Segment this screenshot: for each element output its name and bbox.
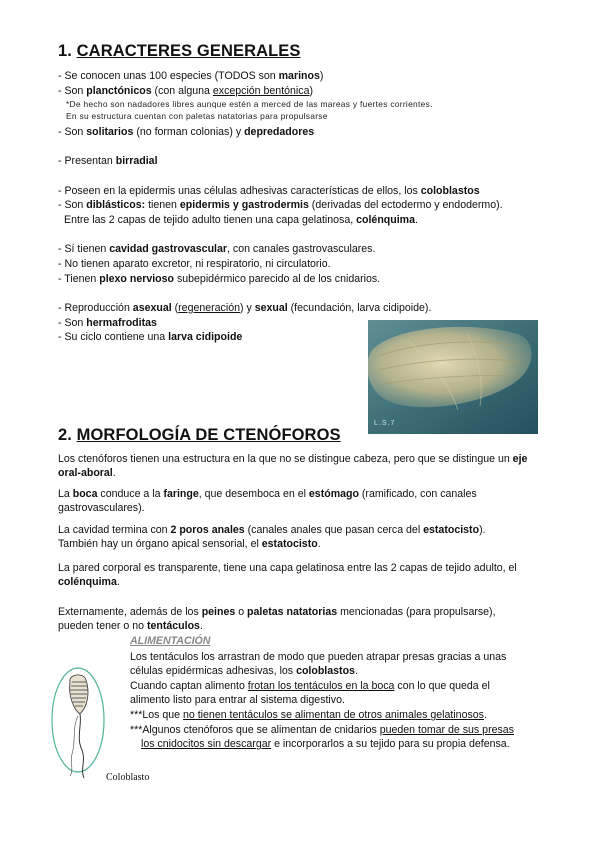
coloblast-label: Coloblasto [106, 772, 150, 783]
feeding-line-4: alimento listo para entrar al sistema digestivo. [130, 694, 345, 706]
feeding-line-3: Cuando captan alimento frotan los tentáculos en la boca con lo que queda el [130, 680, 490, 692]
photo-caption: L.S.7 [374, 420, 396, 427]
ctenophore-photo [368, 320, 538, 434]
line-diblastic: - Son diblásticos: tienen epidermis y gastrodermis (derivadas del ectodermo y endodermo). [58, 199, 503, 211]
line-solitary: - Son solitarios (no forman colonias) y depredadores [58, 126, 315, 138]
section-1-title: CARACTERES GENERALES [76, 42, 301, 60]
feeding-heading: ALIMENTACIÓN [130, 635, 211, 647]
feeding-line-7: los cnidocitos sin descargar e incorporarlos a su tejido para su propia defensa. [141, 738, 510, 750]
coloblast-figure [48, 666, 134, 788]
line-planktonic: - Son planctónicos (con alguna excepción bentónica) [58, 85, 313, 97]
section-1-number: 1. [58, 42, 72, 60]
line-coloblasts: - Poseen en la epidermis unas células adhesivas características de ellos, los coloblastos [58, 185, 480, 197]
line-nervous: - Tienen plexo nervioso subepidérmico parecido al de los cnidarios. [58, 273, 381, 285]
paragraph-external: Externamente, además de los peines o paletas natatorias mencionadas (para propulsarse), pueden tener o no tentáculos. [58, 606, 496, 632]
section-2-number: 2. [58, 426, 72, 444]
paragraph-anal-pores: La cavidad termina con 2 poros anales (canales anales que pasan cerca del estatocisto). También hay un órgano apical sensorial, el estatocisto. [58, 524, 486, 550]
feeding-line-5: ***Los que no tienen tentáculos se alimentan de otros animales gelatinosos. [130, 709, 487, 721]
section-1-heading [58, 42, 301, 61]
note-paddles: En su estructura cuentan con paletas natatorias para propulsarse [66, 111, 328, 121]
section-2-heading [58, 426, 341, 445]
line-larva: - Su ciclo contiene una larva cidipoide [58, 331, 243, 343]
line-no-systems: - No tienen aparato excretor, ni respiratorio, ni circulatorio. [58, 258, 331, 270]
paragraph-body-wall: La pared corporal es transparente, tiene una capa gelatinosa entre las 2 capas de tejido adulto, el colénquima. [58, 562, 517, 588]
line-gastrovascular: - Sí tienen cavidad gastrovascular, con canales gastrovasculares. [58, 243, 376, 255]
feeding-line-6: ***Algunos ctenóforos que se alimentan de cnidarios pueden tomar de sus presas [130, 724, 514, 736]
line-colenquima: Entre las 2 capas de tejido adulto tienen una capa gelatinosa, colénquima. [64, 214, 418, 226]
line-species: - Se conocen unas 100 especies (TODOS son marinos) [58, 70, 324, 82]
note-swimmers: *De hecho son nadadores libres aunque estén a merced de las mareas y fuertes corrientes. [66, 99, 433, 109]
line-reproduction: - Reproducción asexual (regeneración) y sexual (fecundación, larva cidipoide). [58, 302, 432, 314]
section-2-title: MORFOLOGÍA DE CTENÓFOROS [76, 426, 341, 444]
paragraph-digestive: La boca conduce a la faringe, que desemboca en el estómago (ramificado, con canales gastrovasculares). [58, 488, 477, 514]
feeding-line-1: Los tentáculos los arrastran de modo que pueden atrapar presas gracias a unas [130, 651, 507, 663]
feeding-line-2: células epidérmicas adhesivas, los coloblastos. [130, 665, 358, 677]
paragraph-axis: Los ctenóforos tienen una estructura en la que no se distingue cabeza, pero que se distingue un eje oral-aboral. [58, 453, 528, 479]
line-birradial: - Presentan birradial [58, 155, 158, 167]
line-hermaphrodites: - Son hermafroditas [58, 317, 157, 329]
